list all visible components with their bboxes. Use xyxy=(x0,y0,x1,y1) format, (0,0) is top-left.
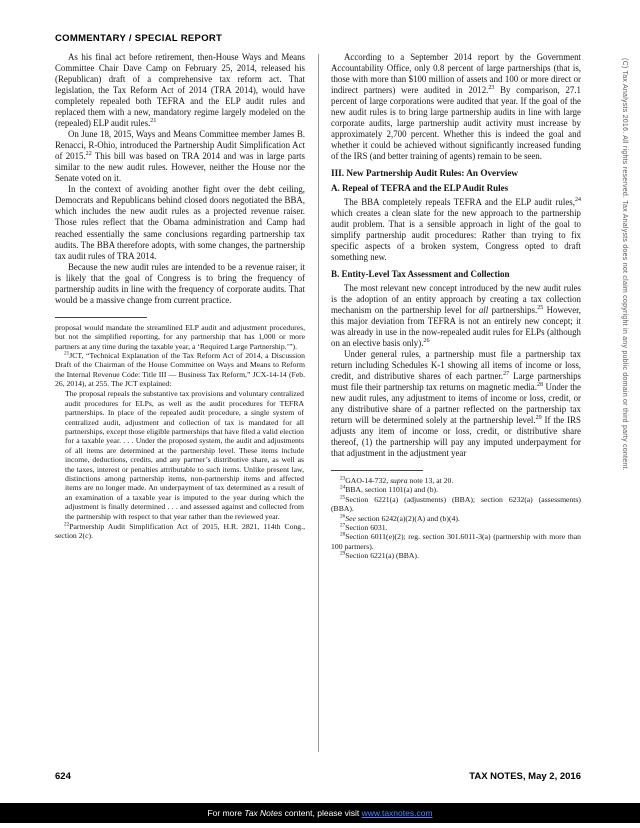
paragraph: Because the new audit rules are intended to be a revenue raiser, it is likely that the goal of Congress is to bring the frequency of partnership audits in line with the frequency of corporate audits. That would be a massive change from current practice. xyxy=(55,261,305,305)
subsection-heading: A. Repeal of TEFRA and the ELP Audit Rules xyxy=(331,183,509,194)
page-footer xyxy=(55,771,581,782)
bottom-bar xyxy=(0,803,640,823)
footnote-separator xyxy=(55,317,147,318)
subsection-heading: B. Entity-Level Tax Assessment and Collection xyxy=(331,268,510,279)
section-heading: III. New Partnership Audit Rules: An Overview xyxy=(331,168,519,179)
footnote: $^{27}$Section 6031. xyxy=(340,522,388,532)
footnote-continuation: proposal would mandate the streamlined ELP audit and adjustment procedures, but not the simplified reporting, for any partnership that has 1,000 or more partners at any time during the taxable year, a ‘Required Large Partnership.’”). xyxy=(55,322,305,351)
right-column xyxy=(331,52,581,561)
footnote: $^{23}$GAO-14-732, supra note 13, at 20. xyxy=(340,475,454,485)
footnote-block-quote: The proposal repeals the substantive tax provisions and voluntary centralized audit procedures for ELPs, as well as the audit procedures for TEFRA partnerships. In place of the repealed audit procedure, a single system of centralized audit, adjustment and collection of tax is mandated for all partnerships, except those eligible partnerships that have filed a valid election for a taxable year. . . . Under the proposed system, the audit and adjustments of all items are determined at the partnership level. These items include income, deductions, credits, and any partner’s distributive share, as well as the taxes, interest or penalties attributable to such items. Unlike present law, distinctions among partnership items, non-partnership items and affected items are no longer made. An underpayment of tax determined as a result of an examination of a taxable year is imputed to the year during which the adjustment is finally determined . . . and assessed against and collected from the partnership with respect to that year rather than the reviewed year. xyxy=(65,389,304,521)
paragraph: According to a September 2014 report by the Government Accountability Office, only 0.8 percent of large partnerships (that is, those with more than $100 million of assets and 100 or more direct or indirect partners) were audited in 2012.23 By comparison, 27.1 percent of large corporations were audited that year. If the goal of the new audit rules is to bring large partnership audits in line with large corporate audits, large partnership audit activity must increase by approximately 2,700 percent. Whether this is indeed the goal and whether it could be achieved without significantly increased funding of the IRS (and better training of agents) remain to be seen. xyxy=(331,52,581,162)
paragraph: The BBA completely repeals TEFRA and the ELP audit rules,$^{24}$ which creates a clean slate for the new approach to the partnership audit problem. That is a sensible approach in light of the goal to simplify partnership audit procedures: Rather than trying to fix specific aspects of a broken system, Congress opted to draft something new. xyxy=(331,197,581,263)
paragraph: On June 18, 2015, Ways and Means Committee member James B. Renacci, R-Ohio, introduced the Partnership Audit Simplification Act of 2015.22 This bill was based on TRA 2014 and was in large parts similar to the new audit rules. However, neither the House nor the Senate voted on it. xyxy=(55,129,305,184)
paragraph: The most relevant new concept introduced by the new audit rules is the adoption of an entity approach by creating a tax collection mechanism on the partnership level for all partnerships.$^{25}$ However, this major deviation from TEFRA is not an entirely new concept; it was already in use in the now-repealed audit rules for ELPs (although on an elective basis only).$^{26}$ xyxy=(331,282,582,348)
taxnotes-link[interactable]: www.taxnotes.com xyxy=(361,808,433,818)
left-column xyxy=(55,52,305,561)
page-number: 624 xyxy=(55,771,71,782)
bottom-bar-text: content, please visit xyxy=(282,808,362,818)
footnote: $^{29}$Section 6221(a) (BBA). xyxy=(340,550,419,561)
footnote: $^{26}$See section 6242(a)(2)(A) and (b)(4). xyxy=(340,513,460,523)
footnote: $^{22}$Partnership Audit Simplification Act of 2015, H.R. 2821, 114th Cong., section 2(c). xyxy=(55,521,305,541)
bottom-bar-text: For more xyxy=(207,808,245,818)
issue-date: TAX NOTES, May 2, 2016 xyxy=(469,771,581,782)
footnote: $^{24}$BBA, section 1101(a) and (b). xyxy=(340,484,439,495)
commentary-header: COMMENTARY / SPECIAL REPORT xyxy=(55,33,223,44)
columns xyxy=(55,52,581,561)
bottom-bar-brand: Tax Notes xyxy=(244,808,283,818)
side-copyright-text: (C) Tax Analysts 2016. All rights reserved. Tax Analysts does not claim copyright in any public domain or third party content. xyxy=(621,58,628,471)
paragraph: In the context of avoiding another fight over the debt ceiling, Democrats and Republicans behind closed doors negotiated the BBA, which includes the new audit rules as a projected revenue raiser. Those rules reflect that the Obama administration and Camp had reached essentially the same conclusions regarding partnership tax audits. The BBA therefore adopts, with some changes, the partnership tax audit rules of TRA 2014. xyxy=(55,184,305,261)
paragraph: Under general rules, a partnership must file a partnership tax return including Schedules K-1 showing all items of income or loss, credit, and distributive shares of each partner.$^{27}$ Large partnerships must file their partnership tax returns on magnetic media.$^{28}$ Under the new audit rules, any adjustment to items of income or loss, credit, or any distributive share of a partner reflected on the partnership tax return will be determined solely at the partnership level.$^{29}$ If the IRS adjusts any item of income or loss, credit, or distributive share thereof, (1) the partnership will pay any imputed underpayment for that adjustment in the adjustment year xyxy=(331,348,581,458)
footnote: $^{25}$Section 6221(a) (adjustments) (BBA); section 6232(a) (assessments) (BBA). xyxy=(331,494,581,514)
footnote-separator xyxy=(331,470,423,471)
footnote: $^{28}$Section 6011(e)(2); reg. section 301.6011-3(a) (partnership with more than 100 partners). xyxy=(331,531,581,551)
footnote: $^{21}$JCT, “Technical Explanation of the Tax Reform Act of 2014, a Discussion Draft of the Chairman of the House Committee on Ways and Means to Reform the Internal Revenue Code: Title III — Business Tax Reform,” JCX-14-14 (Feb. 26, 2014), at 255. The JCT explained: xyxy=(55,350,305,389)
left-footnote-block xyxy=(55,317,305,541)
right-footnote-block xyxy=(331,470,581,561)
paragraph: As his final act before retirement, then-House Ways and Means Committee Chair Dave Camp on February 25, 2014, released his (Republican) draft of a comprehensive tax reform act. That legislation, the Tax Reform Act of 2014 (TRA 2014), would have completely repealed both TEFRA and the ELP audit rules and replaced them with a new, mandatory regime largely modeled on the (repealed) ELP audit rules.$^{21}$ xyxy=(55,52,305,129)
